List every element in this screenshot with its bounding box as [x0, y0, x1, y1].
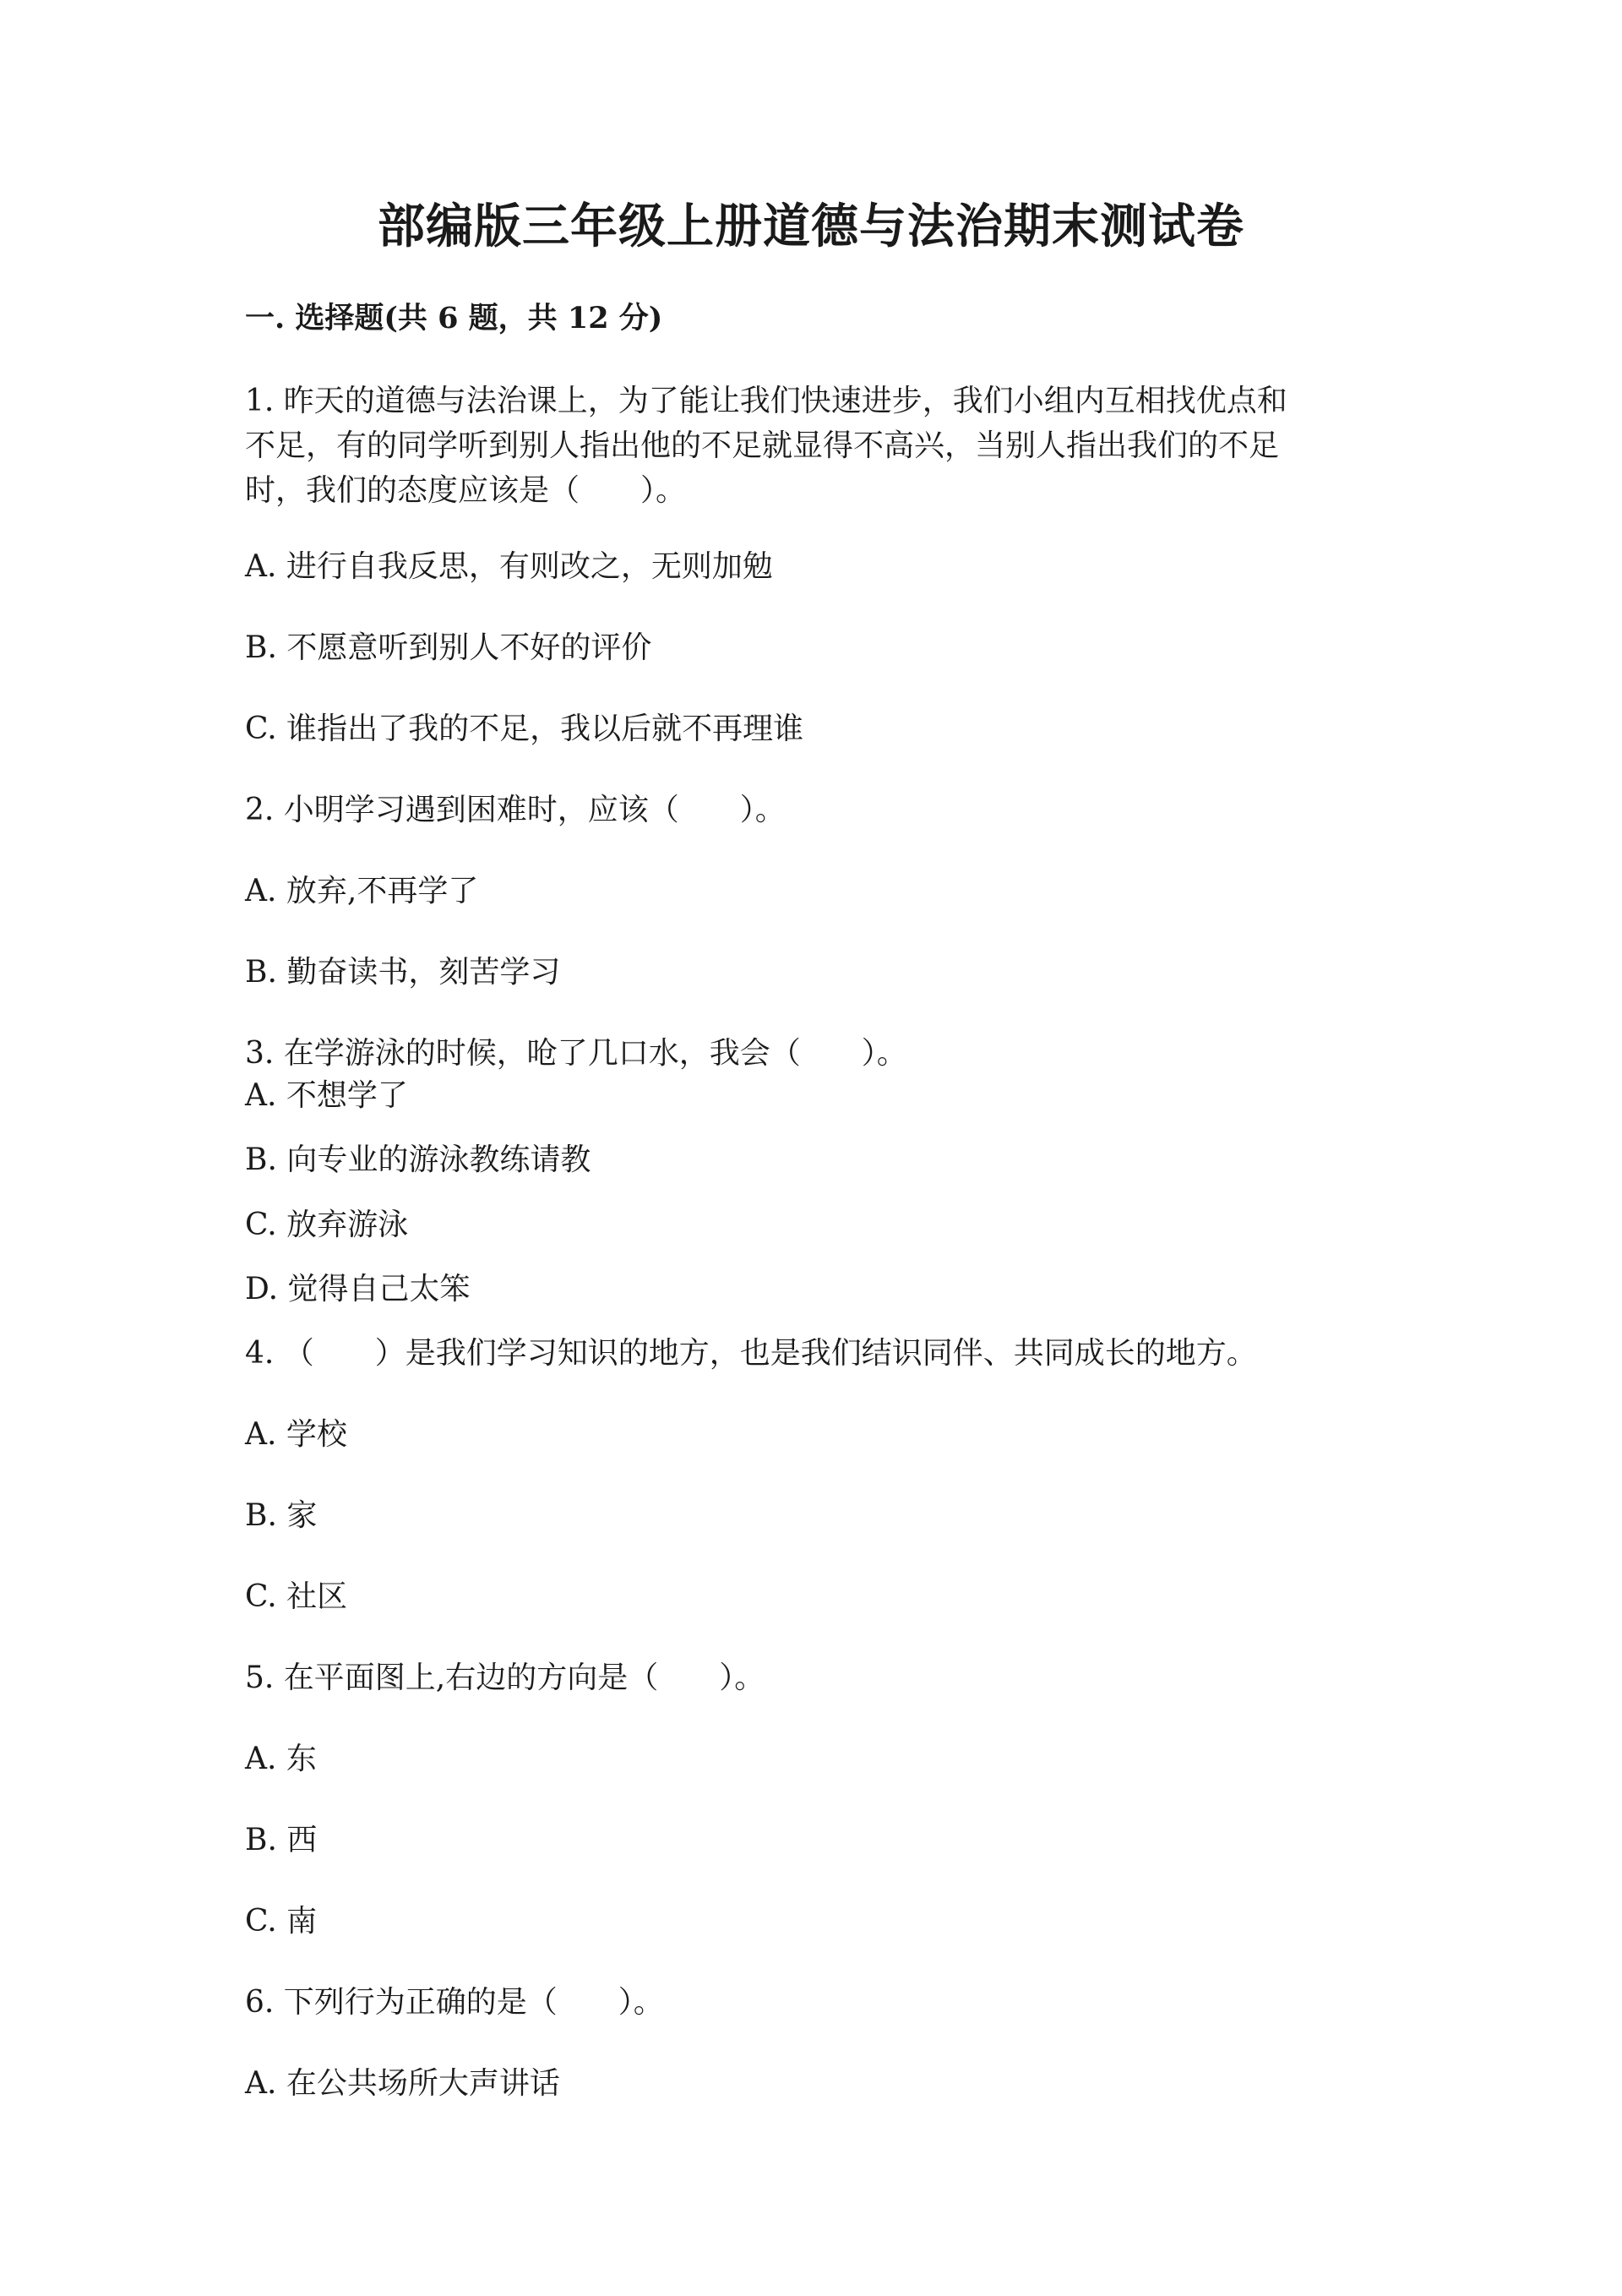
question-1-option-b: B. 不愿意听到别人不好的评价: [245, 630, 652, 665]
question-1-option-c: C. 谁指出了我的不足，我以后就不再理谁: [245, 712, 804, 746]
question-3-option-d: D. 觉得自己太笨: [245, 1272, 471, 1306]
question-1-stem-line: 不足，有的同学听到别人指出他的不足就显得不高兴，当别人指出我们的不足: [245, 428, 1280, 463]
question-4-option-c: C. 社区: [245, 1579, 348, 1614]
question-5-option-b: B. 西: [245, 1823, 318, 1857]
question-6-option-a: A. 在公共场所大声讲话: [245, 2066, 560, 2101]
page-title: 部编版三年级上册道德与法治期末测试卷: [378, 199, 1244, 254]
question-1-stem: [245, 379, 1377, 513]
question-2-option-a: A. 放弃,不再学了: [245, 874, 479, 908]
question-6-stem: 6. 下列行为正确的是（ ）。: [245, 1985, 664, 2020]
question-5-option-a: A. 东: [245, 1742, 317, 1776]
question-4-option-b: B. 家: [245, 1498, 318, 1533]
question-1-stem-line: 时，我们的态度应该是（ ）。: [245, 473, 687, 508]
section-heading: 一. 选择题(共 6 题，共 12 分): [245, 301, 663, 335]
question-2-stem: 2. 小明学习遇到困难时，应该（ ）。: [245, 793, 786, 827]
question-3-option-b: B. 向专业的游泳教练请教: [245, 1143, 591, 1177]
question-5-stem: 5. 在平面图上,右边的方向是（ ）。: [245, 1661, 765, 1695]
question-4-option-a: A. 学校: [245, 1417, 347, 1452]
question-1-stem-line: 1. 昨天的道德与法治课上，为了能让我们快速进步，我们小组内互相找优点和: [245, 384, 1287, 418]
question-3-stem: 3. 在学游泳的时候，呛了几口水，我会（ ）。: [245, 1036, 907, 1071]
question-3-option-a: A. 不想学了: [245, 1078, 408, 1113]
question-1-option-a: A. 进行自我反思，有则改之，无则加勉: [245, 549, 773, 584]
question-3-option-c: C. 放弃游泳: [245, 1208, 409, 1242]
question-2-option-b: B. 勤奋读书，刻苦学习: [245, 955, 561, 990]
question-5-option-c: C. 南: [245, 1904, 318, 1939]
question-4-stem: 4. （ ）是我们学习知识的地方，也是我们结识同伴、共同成长的地方。: [245, 1336, 1257, 1371]
